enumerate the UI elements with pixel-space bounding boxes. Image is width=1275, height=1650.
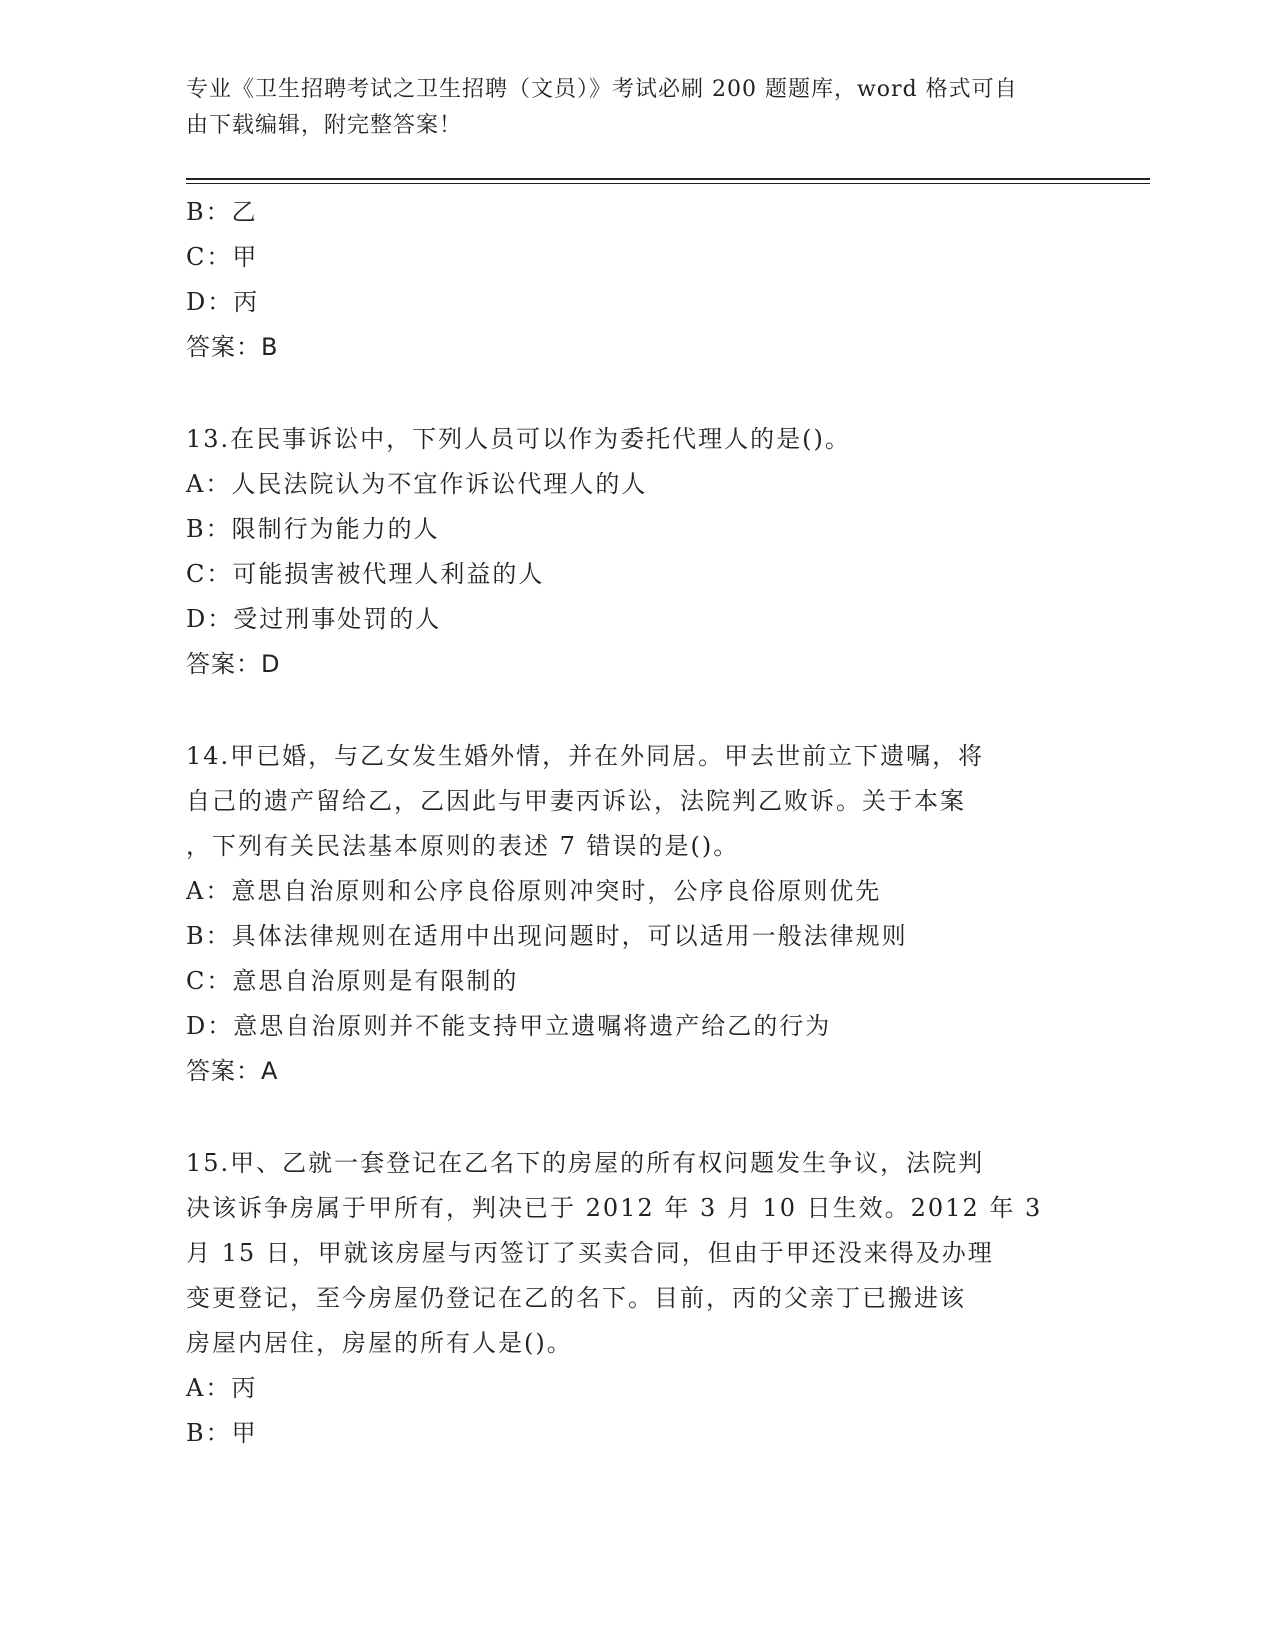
question-stem-line: 15.甲、乙就一套登记在乙名下的房屋的所有权问题发生争议，法院判: [186, 1149, 985, 1177]
option-a: A：丙: [186, 1374, 258, 1402]
question-14: [186, 734, 1076, 1094]
option-b: B：甲: [186, 1419, 258, 1447]
header-divider-thin: [186, 183, 1150, 184]
header-title-line-2: 由下载编辑，附完整答案！: [186, 113, 463, 138]
option-a: A：人民法院认为不宜作诉讼代理人的人: [186, 470, 648, 498]
question-stem: 13.在民事诉讼中，下列人员可以作为委托代理人的是()。: [186, 425, 851, 453]
question-15: [186, 1141, 1076, 1456]
option-b: B：具体法律规则在适用中出现问题时，可以适用一般法律规则: [186, 922, 908, 950]
option-c: C：可能损害被代理人利益的人: [186, 560, 545, 588]
option-a: A：意思自治原则和公序良俗原则冲突时，公序良俗原则优先: [186, 877, 882, 905]
question-stem-line: ，下列有关民法基本原则的表述 7 错误的是()。: [186, 832, 740, 860]
answer: 答案：B: [186, 333, 279, 361]
question-stem-line: 变更登记，至今房屋仍登记在乙的名下。目前，丙的父亲丁已搬进该: [186, 1284, 966, 1312]
header-title-line-1: 专业《卫生招聘考试之卫生招聘（文员）》考试必刷 200 题题库，word 格式可自: [186, 77, 1018, 102]
question-stem-line: 房屋内居住，房屋的所有人是()。: [186, 1329, 573, 1357]
page-header: [186, 72, 1066, 144]
question-stem-line: 月 15 日，甲就该房屋与丙签订了买卖合同，但由于甲还没来得及办理: [186, 1239, 994, 1267]
header-divider-thick: [186, 178, 1150, 180]
option-c: C：意思自治原则是有限制的: [186, 967, 519, 995]
question-stem-line: 自己的遗产留给乙，乙因此与甲妻丙诉讼，法院判乙败诉。关于本案: [186, 787, 966, 815]
answer: 答案：D: [186, 650, 281, 678]
question-stem-line: 14.甲已婚，与乙女发生婚外情，并在外同居。甲去世前立下遗嘱，将: [186, 742, 985, 770]
question-stem-line: 决该诉争房属于甲所有，判决已于 2012 年 3 月 10 日生效。2012 年 3: [186, 1194, 1043, 1222]
partial-question: [186, 190, 1076, 370]
option-c: C：甲: [186, 243, 259, 271]
answer: 答案：A: [186, 1057, 279, 1085]
option-d: D：丙: [186, 288, 260, 316]
option-b: B：乙: [186, 198, 258, 226]
spacer: [186, 687, 1076, 734]
document-body: [186, 190, 1076, 1456]
option-b: B：限制行为能力的人: [186, 515, 440, 543]
spacer: [186, 370, 1076, 417]
option-d: D：意思自治原则并不能支持甲立遗嘱将遗产给乙的行为: [186, 1012, 832, 1040]
spacer: [186, 1094, 1076, 1141]
question-13: [186, 417, 1076, 687]
option-d: D：受过刑事处罚的人: [186, 605, 442, 633]
